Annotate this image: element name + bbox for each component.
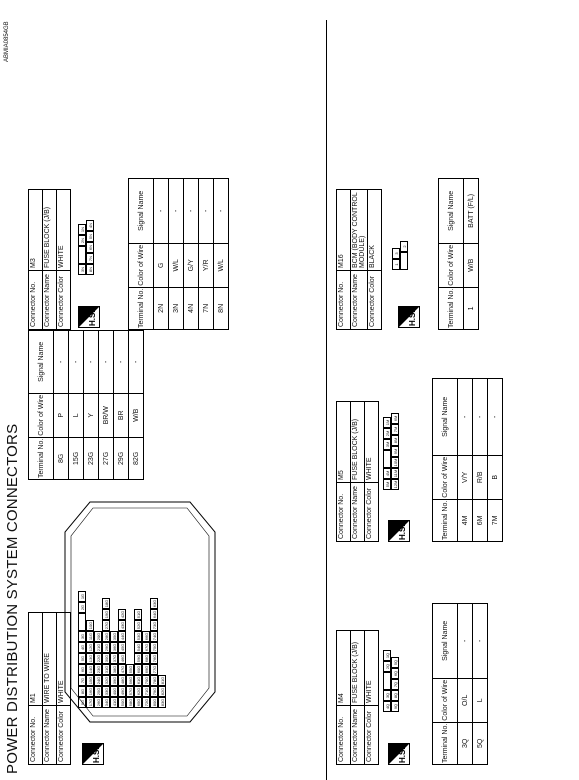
table-row	[54, 330, 69, 479]
pin-row	[400, 241, 408, 270]
connector-name: FUSE BLOCK (J/B)	[351, 631, 365, 706]
pin-row	[126, 591, 134, 708]
terminal-no: 23G	[84, 437, 99, 479]
terminal-table-m3	[128, 178, 229, 330]
terminal-table-m5	[432, 378, 503, 542]
label: Connector Name	[351, 483, 365, 542]
signal-name: -	[184, 178, 199, 243]
pin-cell: 45G	[120, 643, 125, 652]
terminal-no: 8G	[54, 437, 69, 479]
pin-cell: 7N	[86, 253, 94, 264]
pin-row	[134, 591, 142, 708]
pin-cell: 32G	[104, 676, 109, 685]
col-wire: Color of Wire	[29, 393, 54, 437]
table-row	[84, 330, 99, 479]
signal-name: -	[99, 330, 114, 393]
pin-cell: 83G	[160, 698, 165, 707]
pin-row	[158, 591, 166, 708]
pin-cell: 50G	[120, 698, 125, 707]
table-row	[214, 178, 229, 329]
connector-name: WIRE TO WIRE	[43, 613, 57, 706]
pin-cell: 4G	[78, 642, 86, 653]
terminal-no: 5Q	[473, 722, 488, 764]
pin-row	[102, 591, 110, 708]
pin-cell: 8Q	[391, 690, 399, 701]
table-row	[184, 178, 199, 329]
col-signal: Signal Name	[29, 330, 54, 393]
terminal-table-m1	[28, 330, 144, 480]
pin-cell: 8M	[391, 435, 399, 446]
pin-cell: 6G	[78, 664, 86, 675]
connector-color: BLACK	[368, 190, 382, 271]
signal-name: -	[69, 330, 84, 393]
pin-cell: 60G	[136, 665, 141, 674]
label: Connector No.	[337, 483, 351, 542]
connector-color: WHITE	[57, 190, 71, 271]
hs-icon	[398, 306, 420, 328]
pin-row	[86, 220, 94, 275]
table-row	[473, 603, 488, 764]
pin-cell: 52G	[136, 621, 141, 630]
wire-color: O/L	[458, 678, 473, 722]
pin-cell: 38G	[112, 665, 117, 674]
wire-color: W/L	[169, 243, 184, 287]
label: Connector No.	[337, 706, 351, 765]
table-row	[473, 378, 488, 541]
pin-cell: 37G	[112, 654, 117, 663]
pin-grid-m3	[78, 220, 94, 275]
pin-row	[383, 413, 391, 490]
connector-no: M16	[337, 190, 351, 271]
hs-label: H.S.	[92, 747, 101, 763]
connector-diagram-m1	[60, 492, 220, 732]
terminal-no: 6M	[473, 499, 488, 541]
pin-cell: 12M	[393, 480, 398, 489]
connector-info-m16	[336, 189, 382, 330]
table-row	[129, 330, 144, 479]
wire-color: BR	[114, 393, 129, 437]
pin-row	[383, 650, 391, 712]
label: Connector Name	[351, 706, 365, 765]
pin-cell: 6M	[391, 413, 399, 424]
hs-icon	[388, 743, 410, 765]
pin-cell: 67G	[144, 643, 149, 652]
signal-name: -	[84, 330, 99, 393]
pin-cell: 61G	[136, 676, 141, 685]
connector-name: BCM (BODY CONTROL MODULE)	[351, 190, 368, 271]
table-row	[114, 330, 129, 479]
pin-cell	[400, 252, 408, 270]
connector-no: M1	[29, 613, 43, 706]
pin-cell: 42G	[120, 610, 125, 619]
pin-cell: 21G	[96, 643, 101, 652]
pin-cell: 6N	[86, 242, 94, 253]
pin-cell: 3M	[383, 439, 391, 450]
pin-cell: 55G	[128, 665, 133, 674]
pin-cell: 8G	[78, 686, 86, 697]
pin-cell: 14G	[88, 665, 93, 674]
label: Connector No.	[29, 706, 43, 765]
pin-cell: 12G	[88, 643, 93, 652]
page-title: POWER DISTRIBUTION SYSTEM CONNECTORS	[4, 423, 21, 774]
table-row	[488, 378, 503, 541]
wire-color: G/Y	[184, 243, 199, 287]
connector-color: WHITE	[365, 402, 379, 483]
pin-grid-m4	[383, 650, 399, 712]
signal-name: -	[473, 603, 488, 678]
pin-cell: 79G	[152, 687, 157, 696]
label: Connector Color	[57, 706, 71, 765]
pin-cell: 29G	[104, 643, 109, 652]
connector-diagram-m3	[78, 220, 94, 275]
connector-no: M5	[337, 402, 351, 483]
pin-cell	[383, 672, 391, 690]
pin-cell: 13G	[88, 654, 93, 663]
signal-name: -	[129, 330, 144, 393]
col-terminal: Terminal No.	[433, 499, 458, 541]
pin-cell: 43G	[120, 621, 125, 630]
pin-cell: 9Q	[391, 701, 399, 712]
pin-cell: 2N	[78, 235, 86, 246]
pin-cell: 51G	[136, 610, 141, 619]
pin-cell: 1Q	[383, 650, 391, 661]
col-signal: Signal Name	[129, 178, 154, 243]
signal-name: BATT (F/L)	[464, 178, 479, 243]
col-wire: Color of Wire	[433, 455, 458, 499]
pin-cell: 3Q	[383, 690, 391, 701]
pin-row	[392, 241, 400, 270]
pin-cell: 49G	[120, 687, 125, 696]
pin-cell: 1G	[78, 591, 86, 602]
terminal-no: 8N	[214, 287, 229, 329]
pin-cell: 69G	[144, 665, 149, 674]
pin-cell: 71G	[144, 687, 149, 696]
pin-cell: 2M	[383, 428, 391, 439]
pin-cell: 77G	[152, 665, 157, 674]
terminal-no: 29G	[114, 437, 129, 479]
wire-color: L	[69, 393, 84, 437]
connector-name: FUSE BLOCK (J/B)	[351, 402, 365, 483]
pin-row	[86, 591, 94, 708]
pin-cell	[383, 450, 391, 468]
terminal-no: 2N	[154, 287, 169, 329]
pin-row	[78, 220, 86, 275]
pin-cell: 35G	[112, 632, 117, 641]
signal-name: -	[488, 378, 503, 455]
pin-cell: 18G	[104, 599, 109, 608]
terminal-no: 3N	[169, 287, 184, 329]
wire-color: R/B	[473, 455, 488, 499]
pin-cell: 9G	[78, 697, 86, 708]
pin-cell: 5Q	[391, 657, 399, 668]
pin-cell: 33G	[104, 687, 109, 696]
pin-grid-m16	[392, 241, 408, 270]
pin-cell: 81G	[160, 676, 165, 685]
signal-name: -	[54, 330, 69, 393]
pin-cell: 6Q	[391, 668, 399, 679]
pin-cell: 46G	[120, 654, 125, 663]
pin-cell: 27G	[104, 621, 109, 630]
pin-row	[391, 650, 399, 712]
connector-info-m3	[28, 189, 71, 330]
pin-cell: 11G	[88, 632, 93, 641]
pin-cell: 10M	[393, 458, 398, 467]
signal-name: -	[154, 178, 169, 243]
pin-row	[118, 591, 126, 708]
wire-color: W/B	[129, 393, 144, 437]
wire-color: W/B	[464, 243, 479, 287]
hs-label: H.S.	[408, 310, 417, 326]
pin-cell: 1	[392, 259, 400, 270]
col-terminal: Terminal No.	[433, 722, 458, 764]
terminal-table-m4	[432, 603, 488, 765]
hs-icon	[82, 743, 104, 765]
pin-cell: 47G	[120, 665, 125, 674]
terminal-no: 82G	[129, 437, 144, 479]
pin-cell: 78G	[152, 676, 157, 685]
pin-cell: 17G	[88, 698, 93, 707]
pin-cell: 75G	[152, 643, 157, 652]
connector-info-m5	[336, 401, 379, 542]
pin-cell: 62G	[136, 687, 141, 696]
pin-cell: 65G	[136, 698, 141, 707]
pin-cell: 23G	[96, 665, 101, 674]
table-row	[199, 178, 214, 329]
pin-cell: 3	[392, 248, 400, 259]
table-row	[458, 603, 473, 764]
terminal-no: 3Q	[458, 722, 473, 764]
table-row	[464, 178, 479, 329]
wire-color: V/Y	[458, 455, 473, 499]
table-row	[99, 330, 114, 479]
pin-cell: 5G	[78, 653, 86, 664]
pin-cell: 80G	[152, 698, 157, 707]
col-signal: Signal Name	[439, 178, 464, 243]
figure-code: ABMIA0854GB	[4, 21, 10, 62]
pin-cell: 4N	[86, 220, 94, 231]
pin-cell: 15G	[88, 676, 93, 685]
pin-cell: 2	[400, 241, 408, 252]
pin-cell	[78, 246, 86, 264]
signal-name: -	[458, 603, 473, 678]
col-wire: Color of Wire	[433, 678, 458, 722]
hs-label: H.S.	[398, 524, 407, 540]
signal-name: -	[114, 330, 129, 393]
pin-cell: 82G	[160, 687, 165, 696]
col-wire: Color of Wire	[439, 243, 464, 287]
connector-name: FUSE BLOCK (J/B)	[43, 190, 57, 271]
pin-cell: 53G	[136, 632, 141, 641]
pin-cell: 5N	[86, 231, 94, 242]
wire-color: P	[54, 393, 69, 437]
pin-cell: 76G	[152, 654, 157, 663]
pin-cell: 7G	[78, 675, 86, 686]
pin-cell: 68G	[144, 654, 149, 663]
wire-color: Y	[84, 393, 99, 437]
pin-cell: 5M	[383, 479, 391, 490]
table-row	[154, 178, 169, 329]
terminal-no: 7M	[488, 499, 503, 541]
wire-color: BR/W	[99, 393, 114, 437]
terminal-no: 4M	[458, 499, 473, 541]
pin-row	[110, 591, 118, 708]
hs-label: H.S.	[398, 747, 407, 763]
pin-cell: 31G	[104, 665, 109, 674]
pin-cell: 28G	[104, 632, 109, 641]
pin-cell	[78, 613, 86, 631]
terminal-no: 7N	[199, 287, 214, 329]
signal-name: -	[214, 178, 229, 243]
signal-name: -	[199, 178, 214, 243]
pin-cell: 44G	[120, 632, 125, 641]
pin-cell: 1M	[383, 417, 391, 428]
wire-color: B	[488, 455, 503, 499]
connector-color: WHITE	[57, 613, 71, 706]
pin-cell: 11M	[393, 469, 398, 478]
label: Connector Color	[368, 271, 382, 330]
pin-cell: 2Q	[383, 661, 391, 672]
pin-cell: 59G	[136, 654, 141, 663]
terminal-table-m16	[438, 178, 479, 330]
label: Connector No.	[29, 271, 43, 330]
pin-cell: 7Q	[391, 679, 399, 690]
terminal-no: 1	[464, 287, 479, 329]
pin-cell: 40G	[112, 687, 117, 696]
pin-cell: 58G	[128, 698, 133, 707]
pin-cell: 30G	[104, 654, 109, 663]
terminal-no: 15G	[69, 437, 84, 479]
connector-diagram-m4	[383, 650, 399, 712]
col-signal: Signal Name	[433, 603, 458, 678]
section-divider	[326, 20, 327, 780]
pin-cell: 1N	[78, 224, 86, 235]
pin-cell: 10G	[88, 621, 93, 630]
pin-grid-m5	[383, 413, 399, 490]
pin-cell: 41G	[112, 698, 117, 707]
table-row	[69, 330, 84, 479]
pin-cell: 8N	[86, 264, 94, 275]
pin-row	[150, 591, 158, 708]
pin-cell: 72G	[144, 698, 149, 707]
hs-label: H.S.	[88, 310, 97, 326]
pin-cell: 66G	[144, 632, 149, 641]
terminal-no: 4N	[184, 287, 199, 329]
label: Connector Color	[365, 706, 379, 765]
pin-cell: 3N	[78, 264, 86, 275]
connector-color: WHITE	[365, 631, 379, 706]
pin-row	[94, 591, 102, 708]
connector-no: M3	[29, 190, 43, 271]
pin-cell: 64G	[152, 610, 157, 619]
label: Connector Name	[43, 706, 57, 765]
col-terminal: Terminal No.	[29, 437, 54, 479]
hs-icon	[78, 306, 100, 328]
pin-cell: 2G	[78, 602, 86, 613]
wire-color: G	[154, 243, 169, 287]
pin-grid-m1	[78, 591, 166, 708]
hs-icon	[388, 520, 410, 542]
pin-cell: 39G	[112, 676, 117, 685]
pin-cell: 74G	[152, 632, 157, 641]
pin-cell: 73G	[152, 621, 157, 630]
label: Connector Name	[351, 271, 368, 330]
label: Connector Color	[365, 483, 379, 542]
connector-diagram-m16	[392, 241, 408, 270]
pin-cell: 26G	[96, 698, 101, 707]
table-row	[458, 378, 473, 541]
pin-cell: 57G	[128, 687, 133, 696]
label: Connector Name	[43, 271, 57, 330]
wire-color: Y/R	[199, 243, 214, 287]
label: Connector Color	[57, 271, 71, 330]
signal-name: -	[473, 378, 488, 455]
pin-cell: 20G	[96, 632, 101, 641]
pin-cell: 25G	[96, 687, 101, 696]
pin-row	[391, 413, 399, 490]
pin-cell: 36G	[112, 643, 117, 652]
pin-row	[78, 591, 86, 708]
pin-row	[142, 591, 150, 708]
table-row	[169, 178, 184, 329]
pin-cell: 56G	[128, 676, 133, 685]
pin-cell: 34G	[104, 698, 109, 707]
pin-cell: 22G	[96, 654, 101, 663]
col-wire: Color of Wire	[129, 243, 154, 287]
wire-color: W/L	[214, 243, 229, 287]
connector-diagram-m5	[383, 413, 399, 490]
pin-cell: 4Q	[383, 701, 391, 712]
connector-info-m4	[336, 630, 379, 765]
terminal-no: 27G	[99, 437, 114, 479]
pin-cell: 3G	[78, 631, 86, 642]
pin-cell: 4M	[383, 468, 391, 479]
pin-cell: 24G	[96, 676, 101, 685]
pin-cell: 19G	[104, 610, 109, 619]
col-signal: Signal Name	[433, 378, 458, 455]
pin-cell: 7M	[391, 424, 399, 435]
signal-name: -	[458, 378, 473, 455]
col-terminal: Terminal No.	[439, 287, 464, 329]
wire-color: L	[473, 678, 488, 722]
pin-cell: 70G	[144, 676, 149, 685]
label: Connector No.	[337, 271, 351, 330]
connector-no: M4	[337, 631, 351, 706]
signal-name: -	[169, 178, 184, 243]
pin-cell: 63G	[152, 599, 157, 608]
pin-cell: 54G	[136, 643, 141, 652]
col-terminal: Terminal No.	[129, 287, 154, 329]
pin-cell: 48G	[120, 676, 125, 685]
pin-cell: 16G	[88, 687, 93, 696]
pin-cell: 9M	[391, 446, 399, 457]
